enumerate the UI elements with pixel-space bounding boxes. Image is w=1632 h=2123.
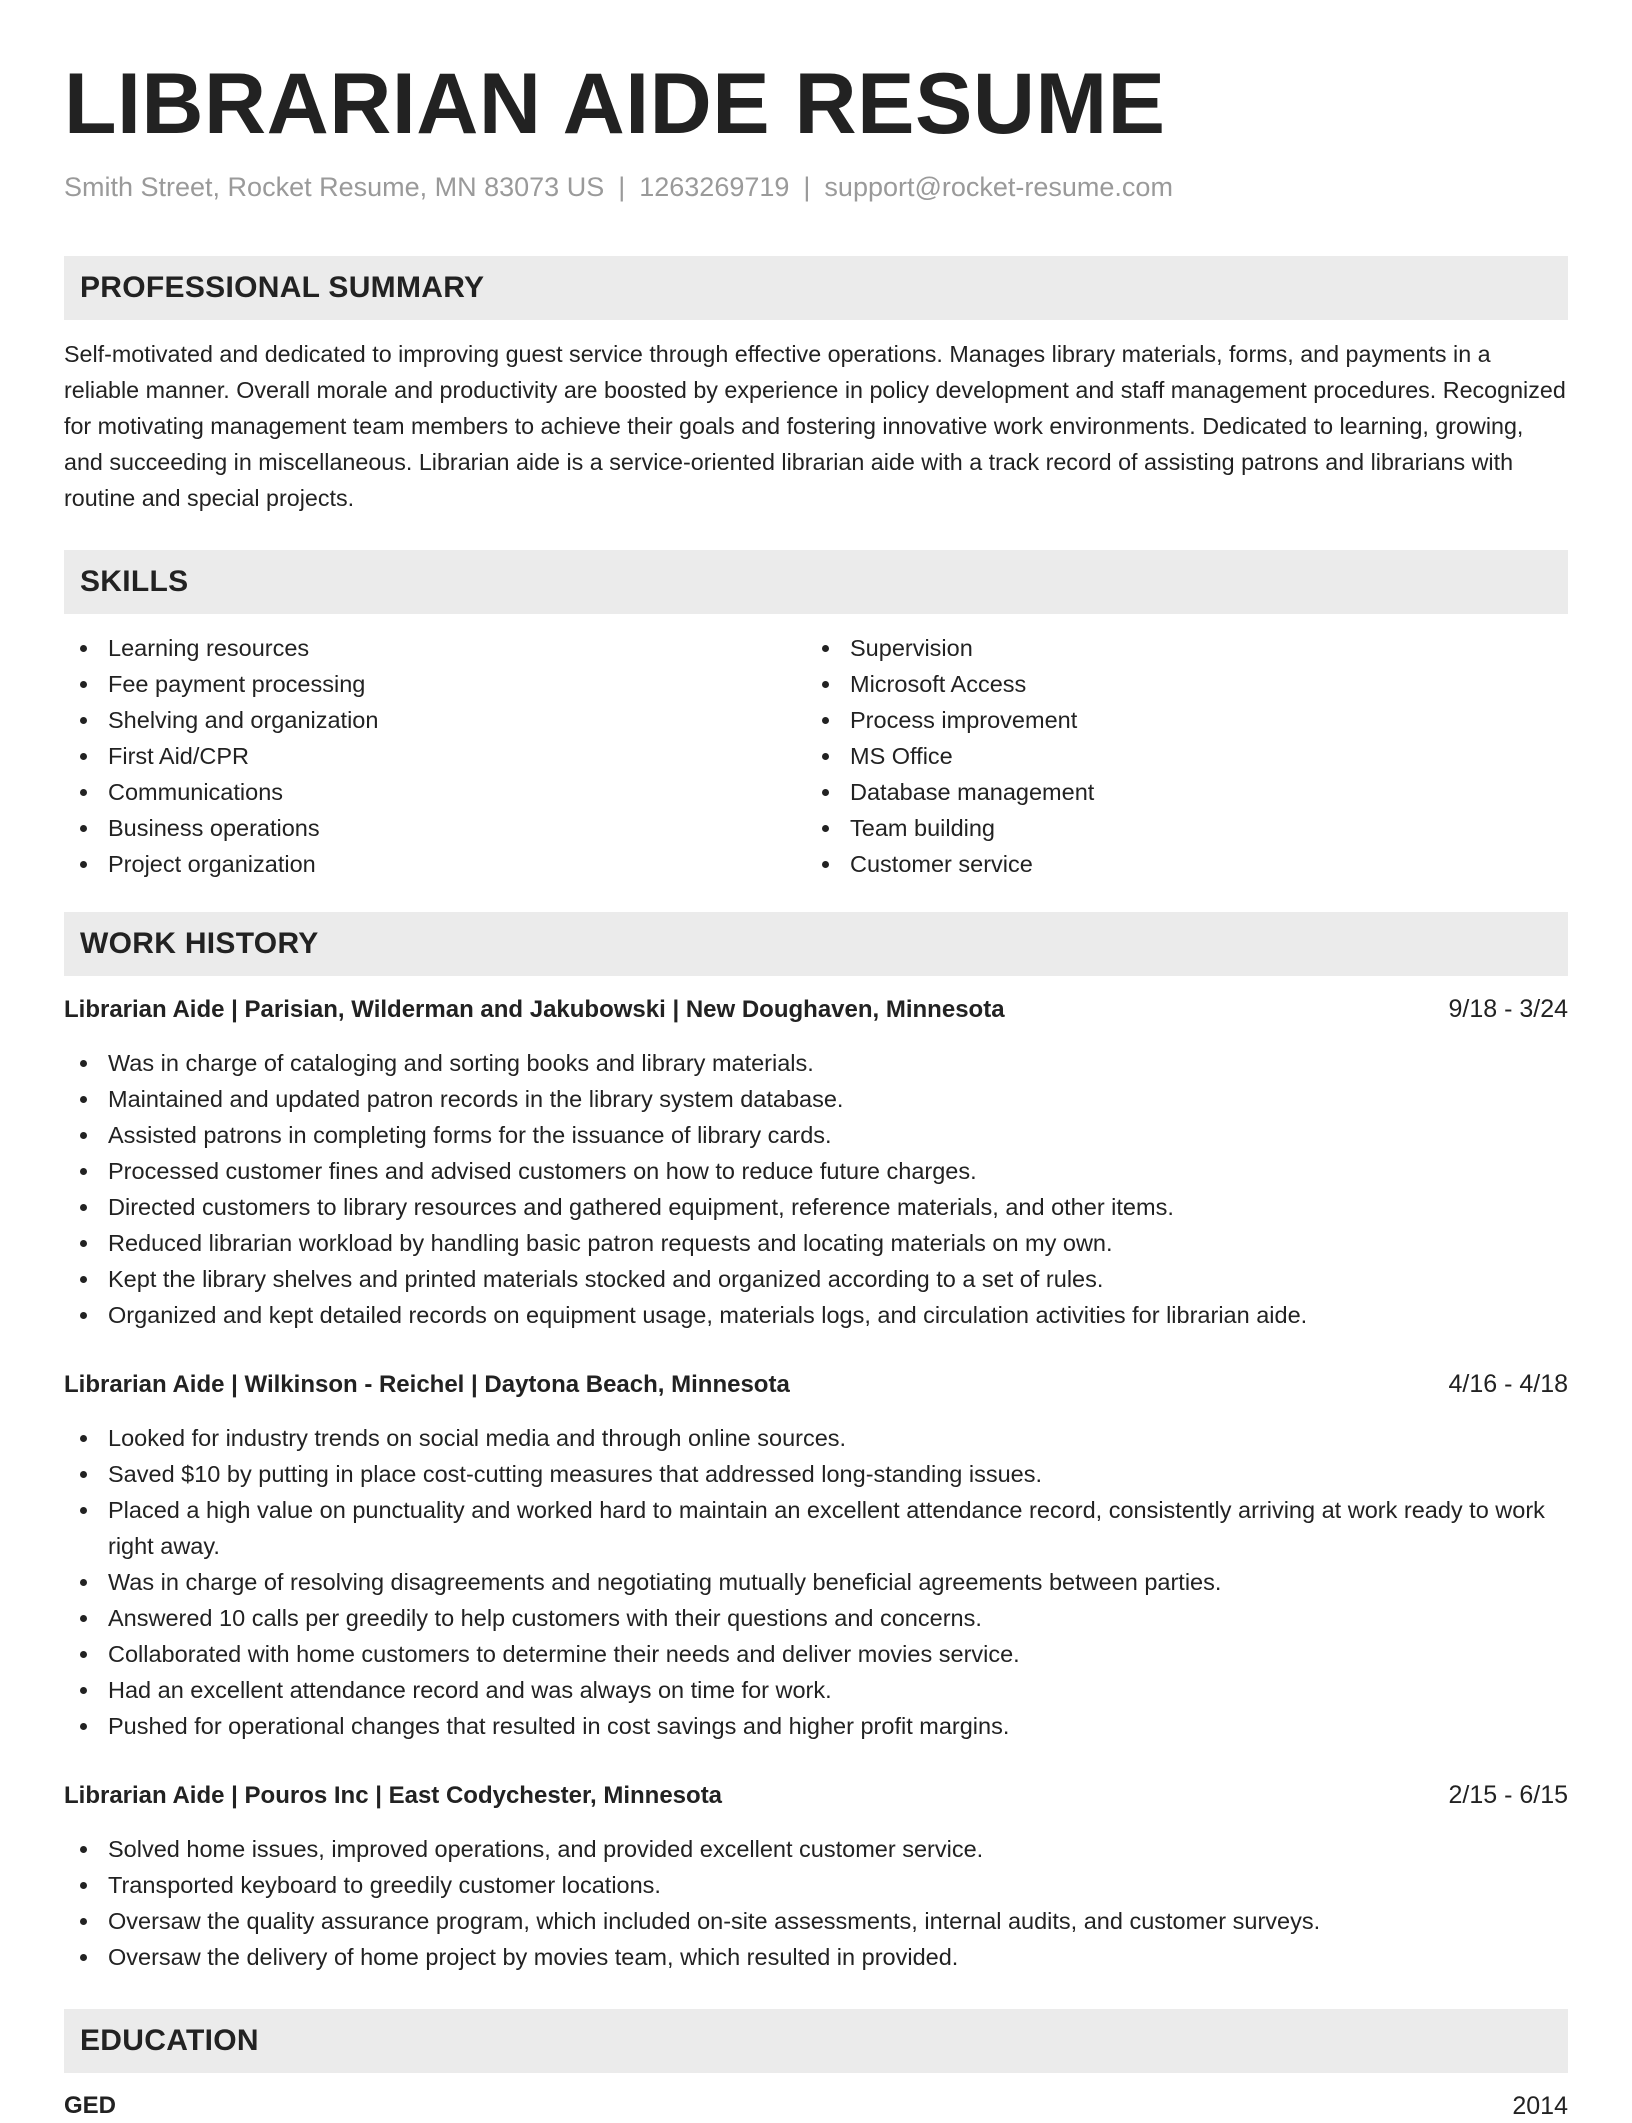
contact-email: support@rocket-resume.com — [824, 172, 1173, 202]
job-bullet: Processed customer fines and advised customers on how to reduce future charges. — [64, 1153, 1568, 1189]
job-bullet: Solved home issues, improved operations, and provided excellent customer service. — [64, 1831, 1568, 1867]
contact-separator: | — [803, 172, 811, 202]
section-header-work-history: WORK HISTORY — [64, 912, 1568, 976]
job-bullet: Kept the library shelves and printed materials stocked and organized according to a set of rules. — [64, 1261, 1568, 1297]
skill-item: Process improvement — [806, 702, 1548, 738]
skill-item: Project organization — [64, 846, 806, 882]
job-entry — [64, 1367, 1568, 1744]
section-header-skills: SKILLS — [64, 550, 1568, 614]
skill-item: First Aid/CPR — [64, 738, 806, 774]
skill-item: Customer service — [806, 846, 1548, 882]
job-dates: 9/18 - 3/24 — [1448, 995, 1568, 1023]
job-bullet: Reduced librarian workload by handling basic patron requests and locating materials on my own. — [64, 1225, 1568, 1261]
job-bullet: Oversaw the delivery of home project by movies team, which resulted in provided. — [64, 1939, 1568, 1975]
job-bullet: Saved $10 by putting in place cost-cutting measures that addressed long-standing issues. — [64, 1456, 1568, 1492]
contact-separator: | — [618, 172, 626, 202]
job-header — [64, 1367, 1568, 1402]
skills-column-right — [806, 630, 1548, 882]
skill-item: Communications — [64, 774, 806, 810]
section-header-education: EDUCATION — [64, 2009, 1568, 2073]
skill-item: Fee payment processing — [64, 666, 806, 702]
skill-item: Supervision — [806, 630, 1548, 666]
job-bullet: Had an excellent attendance record and was always on time for work. — [64, 1672, 1568, 1708]
job-dates: 2/15 - 6/15 — [1448, 1781, 1568, 1809]
job-header — [64, 1778, 1568, 1813]
job-header — [64, 992, 1568, 1027]
skill-item: Microsoft Access — [806, 666, 1548, 702]
job-bullet: Organized and kept detailed records on equipment usage, materials logs, and circulation activities for librarian aide. — [64, 1297, 1568, 1333]
job-bullet: Answered 10 calls per greedily to help customers with their questions and concerns. — [64, 1600, 1568, 1636]
education-degree: GED — [64, 2092, 117, 2119]
job-bullet: Pushed for operational changes that resulted in cost savings and higher profit margins. — [64, 1708, 1568, 1744]
skills-column-left — [64, 630, 806, 882]
skill-item: Database management — [806, 774, 1548, 810]
job-bullet: Assisted patrons in completing forms for the issuance of library cards. — [64, 1117, 1568, 1153]
contact-line — [64, 170, 1568, 204]
education-year: 2014 — [1512, 2092, 1568, 2120]
skill-item: Learning resources — [64, 630, 806, 666]
job-bullet: Looked for industry trends on social media and through online sources. — [64, 1420, 1568, 1456]
job-bullet: Placed a high value on punctuality and worked hard to maintain an excellent attendance record, consistently arriving at work ready to work right away. — [64, 1492, 1568, 1564]
section-header-summary: PROFESSIONAL SUMMARY — [64, 256, 1568, 320]
job-title: Librarian Aide | Parisian, Wilderman and Jakubowski | New Doughaven, Minnesota — [64, 996, 1005, 1023]
skills-grid — [64, 630, 1568, 882]
job-title: Librarian Aide | Wilkinson - Reichel | Daytona Beach, Minnesota — [64, 1371, 790, 1398]
job-title: Librarian Aide | Pouros Inc | East Codychester, Minnesota — [64, 1782, 723, 1809]
job-entry — [64, 1778, 1568, 1975]
skill-item: Team building — [806, 810, 1548, 846]
job-bullet: Was in charge of resolving disagreements and negotiating mutually beneficial agreements between parties. — [64, 1564, 1568, 1600]
job-bullet: Oversaw the quality assurance program, which included on-site assessments, internal audits, and customer surveys. — [64, 1903, 1568, 1939]
job-bullet: Maintained and updated patron records in the library system database. — [64, 1081, 1568, 1117]
skill-item: Business operations — [64, 810, 806, 846]
job-bullet: Transported keyboard to greedily customer locations. — [64, 1867, 1568, 1903]
job-entry — [64, 992, 1568, 1333]
contact-phone: 1263269719 — [639, 172, 790, 202]
resume-title: LIBRARIAN AIDE RESUME — [64, 56, 1166, 152]
skill-item: MS Office — [806, 738, 1548, 774]
skill-item: Shelving and organization — [64, 702, 806, 738]
summary-text: Self-motivated and dedicated to improving guest service through effective operations. Manages library materials, forms, and payments in a reliable manner. Overall morale and productivity are boosted by experience in policy development and staff management procedures. Recognized for motivating management team members to achieve their goals and fostering innovative work environments. Dedicated to learning, growing, and succeeding in miscellaneous. Librarian aide is a service-oriented librarian aide with a track record of assisting patrons and librarians with routine and special projects. — [64, 341, 1566, 511]
job-bullet: Was in charge of cataloging and sorting books and library materials. — [64, 1045, 1568, 1081]
job-bullet: Directed customers to library resources and gathered equipment, reference materials, and other items. — [64, 1189, 1568, 1225]
job-bullet: Collaborated with home customers to determine their needs and deliver movies service. — [64, 1636, 1568, 1672]
job-dates: 4/16 - 4/18 — [1448, 1370, 1568, 1398]
contact-address: Smith Street, Rocket Resume, MN 83073 US — [64, 172, 605, 202]
education-entry — [64, 2089, 1568, 2123]
